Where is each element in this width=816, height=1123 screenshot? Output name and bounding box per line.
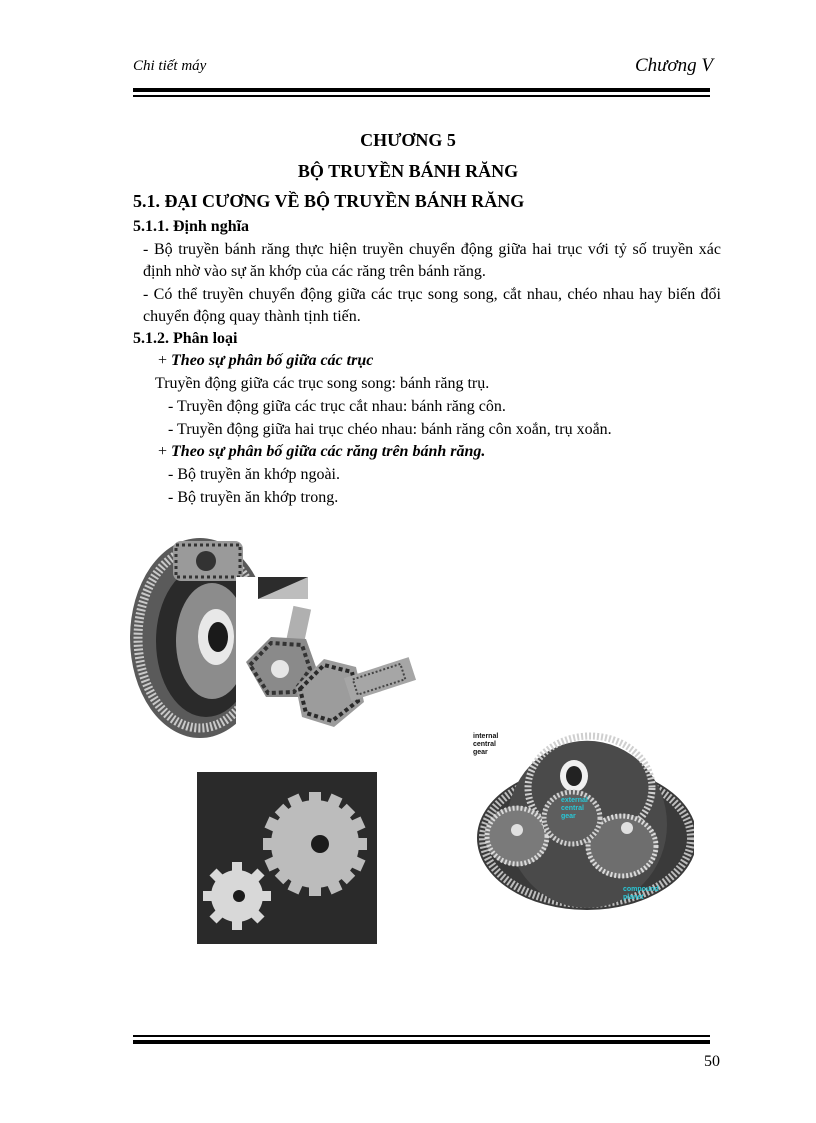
group-2-title: Theo sự phân bố giữa các răng trên bánh răng. bbox=[171, 443, 486, 460]
chapter-title: BỘ TRUYỀN BÁNH RĂNG bbox=[297, 161, 519, 181]
label-external-line-2: central bbox=[561, 805, 584, 812]
classification-heading: 5.1.2. Phân loại bbox=[133, 330, 238, 347]
header-left: Chi tiết máy bbox=[133, 58, 207, 74]
label-internal-line-1: internal bbox=[473, 733, 499, 740]
group-2-prefix: + bbox=[158, 443, 172, 460]
bevel-gears-photo bbox=[236, 577, 416, 742]
class-item-1-2: - Truyền động giữa các trục cắt nhau: bánh răng côn. bbox=[168, 398, 506, 415]
definition-heading: 5.1.1. Định nghĩa bbox=[133, 218, 250, 235]
classification-group-2 bbox=[158, 443, 485, 461]
footer-rule bbox=[133, 1040, 710, 1044]
spur-gears-photo bbox=[197, 772, 377, 944]
label-external-line-3: gear bbox=[561, 813, 576, 820]
label-internal-line-3: gear bbox=[473, 749, 488, 756]
class-item-1-3: - Truyền động giữa hai trục chéo nhau: bánh răng côn xoắn, trụ xoắn. bbox=[168, 421, 612, 438]
class-item-2-2: - Bộ truyền ăn khớp trong. bbox=[168, 489, 339, 506]
label-compound-line-1: compound bbox=[623, 886, 659, 893]
group-1-prefix: + bbox=[158, 352, 172, 369]
class-item-1-1: Truyền động giữa các trục song song: bánh răng trụ. bbox=[155, 375, 490, 392]
label-internal-line-2: central bbox=[473, 741, 496, 748]
header-right: Chương V bbox=[634, 55, 713, 76]
classification-group-1 bbox=[158, 352, 373, 370]
footer-rule-thin bbox=[133, 1035, 710, 1037]
label-internal-central-gear bbox=[473, 733, 498, 757]
label-compound-planet bbox=[623, 886, 659, 902]
definition-para-1: - Bộ truyền bánh răng thực hiện truyền chuyển động giữa hai trục với tỷ số truyền xác định nhờ vào sự ăn khớp của các răng trên bánh răng. bbox=[143, 241, 721, 280]
label-external-central-gear bbox=[561, 797, 588, 821]
definition-para-2: - Có thể truyền chuyển động giữa các trục song song, cắt nhau, chéo nhau hay biến đổi chuyển động quay thành tịnh tiến. bbox=[143, 286, 721, 325]
section-heading: 5.1. ĐẠI CƯƠNG VỀ BỘ TRUYỀN BÁNH RĂNG bbox=[133, 191, 525, 211]
page-number: 50 bbox=[704, 1053, 720, 1070]
group-1-title: Theo sự phân bố giữa các trục bbox=[171, 352, 374, 369]
header-rule bbox=[133, 88, 710, 92]
chapter-number: CHƯƠNG 5 bbox=[360, 130, 456, 150]
class-item-2-1: - Bộ truyền ăn khớp ngoài. bbox=[168, 466, 340, 483]
label-compound-line-2: planet bbox=[623, 894, 644, 901]
header-rule-thin bbox=[133, 95, 710, 97]
label-external-line-1: external bbox=[561, 797, 588, 804]
